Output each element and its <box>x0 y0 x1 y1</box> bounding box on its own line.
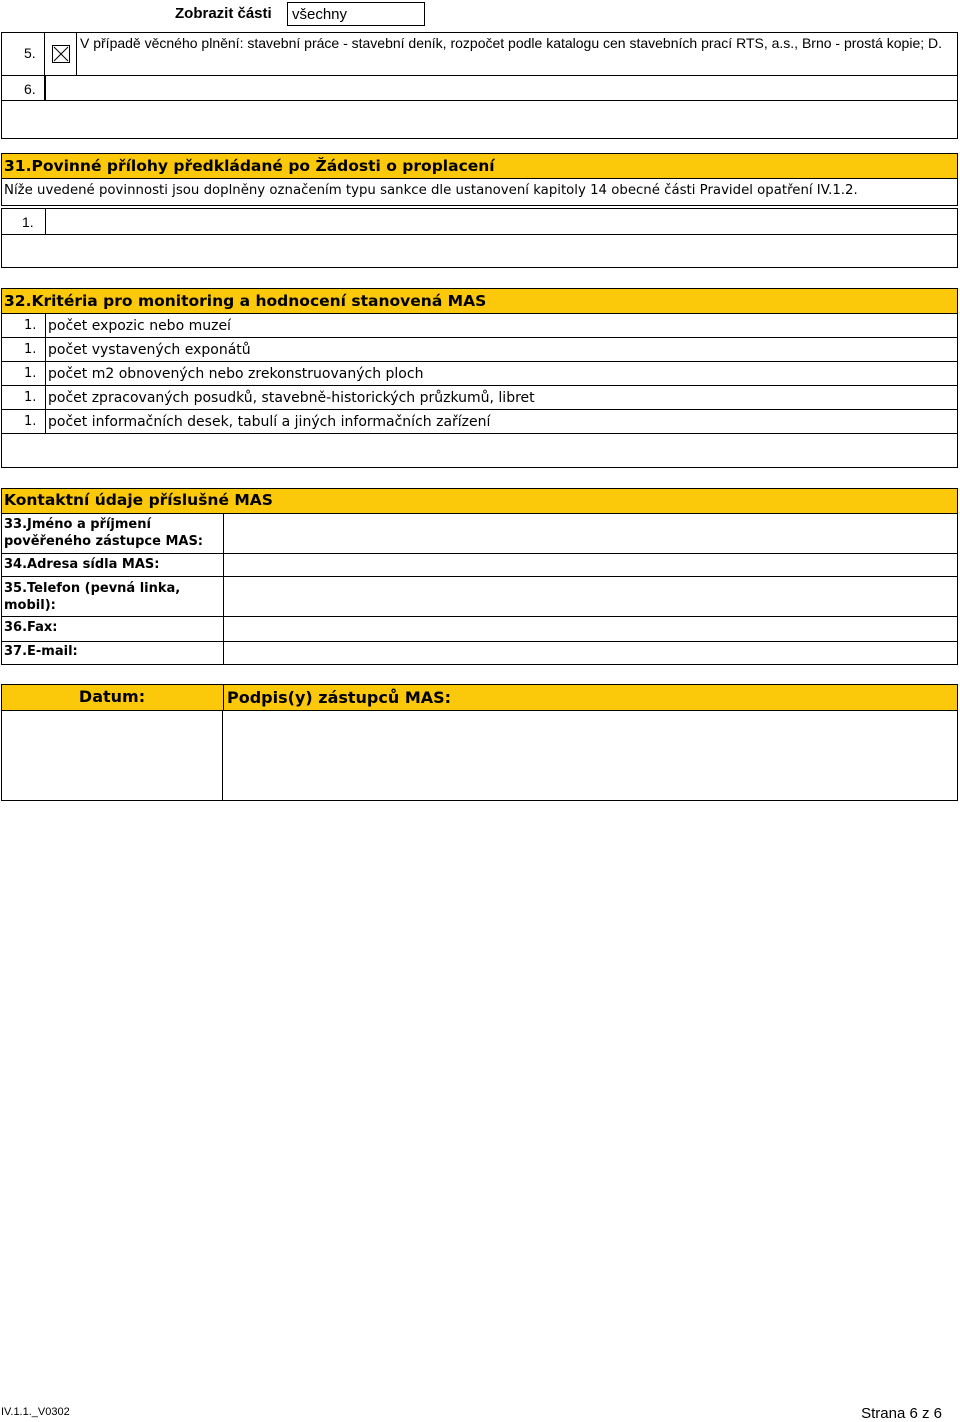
item5-text: V případě věcného plnění: stavební práce - stavební deník, rozpočet podle katalogu cen stavebních prací RTS, a.s., Brno - prostá kopie; D. <box>80 35 943 51</box>
signature-header-divider <box>223 684 224 711</box>
contact-value[interactable] <box>226 644 954 662</box>
section32-item-number: 1. <box>24 342 37 357</box>
contact-label: 34.Adresa sídla MAS: <box>4 557 160 572</box>
contact-value[interactable] <box>226 556 954 574</box>
section31-item-row <box>1 208 958 235</box>
section32-item-number: 1. <box>24 318 37 333</box>
section32-item-divider <box>45 409 46 434</box>
spacer-box-2 <box>1 234 958 268</box>
form-code: IV.1.1._V0302 <box>1 1406 70 1418</box>
contact-title: Kontaktní údaje příslušné MAS <box>4 491 273 509</box>
item6-number: 6. <box>24 81 36 97</box>
item6-num-divider <box>45 75 46 101</box>
section32-item-text: počet expozic nebo muzeí <box>48 318 231 334</box>
spacer-box-3 <box>1 433 958 468</box>
section31-title: 31.Povinné přílohy předkládané po Žádosti o proplacení <box>4 157 495 175</box>
section31-item-divider <box>45 208 46 235</box>
show-parts-label: Zobrazit části <box>175 5 272 22</box>
contact-value[interactable] <box>226 619 954 639</box>
section32-item-divider <box>45 337 46 362</box>
contact-value[interactable] <box>226 579 954 613</box>
signature-label: Podpis(y) zástupců MAS: <box>227 688 452 707</box>
show-parts-select[interactable]: všechny <box>287 2 425 26</box>
section32-item-number: 1. <box>24 366 37 381</box>
date-field[interactable] <box>2 711 223 800</box>
contact-label: 35.Telefon (pevná linka, mobil): <box>4 581 181 613</box>
signature-field[interactable] <box>224 711 957 800</box>
section32-item-divider <box>45 313 46 338</box>
contact-label: 33.Jméno a příjmení pověřeného zástupce MAS: <box>4 517 203 549</box>
section32-item-divider <box>45 361 46 386</box>
contact-divider <box>223 641 224 665</box>
spacer-box-1 <box>1 100 958 139</box>
section32-title: 32.Kritéria pro monitoring a hodnocení stanovená MAS <box>4 292 487 310</box>
contact-value[interactable] <box>226 516 954 550</box>
section32-item-divider <box>45 385 46 410</box>
contact-label: 36.Fax: <box>4 620 58 635</box>
contact-divider <box>223 553 224 577</box>
checkbox-checked-icon <box>52 45 70 63</box>
section32-item-number: 1. <box>24 414 37 429</box>
item5-checkbox[interactable] <box>45 32 77 76</box>
item6-row <box>1 75 958 101</box>
contact-divider <box>223 616 224 642</box>
section31-note: Níže uvedené povinnosti jsou doplněny označením typu sankce dle ustanovení kapitoly 14 obecné části Pravidel opatření IV.1.2. <box>4 183 858 198</box>
contact-divider <box>223 513 224 554</box>
section32-item-number: 1. <box>24 390 37 405</box>
section32-item-text: počet vystavených exponátů <box>48 342 251 358</box>
contact-label: 37.E-mail: <box>4 644 78 659</box>
contact-divider <box>223 576 224 617</box>
item5-number: 5. <box>24 45 36 61</box>
section32-item-text: počet m2 obnovených nebo zrekonstruovaných ploch <box>48 366 424 382</box>
section31-item-number: 1. <box>22 214 34 230</box>
date-label: Datum: <box>78 687 146 706</box>
page-number: Strana 6 z 6 <box>861 1405 942 1422</box>
section32-item-text: počet informačních desek, tabulí a jiných informačních zařízení <box>48 414 491 430</box>
section32-item-text: počet zpracovaných posudků, stavebně-historických průzkumů, libret <box>48 390 535 406</box>
